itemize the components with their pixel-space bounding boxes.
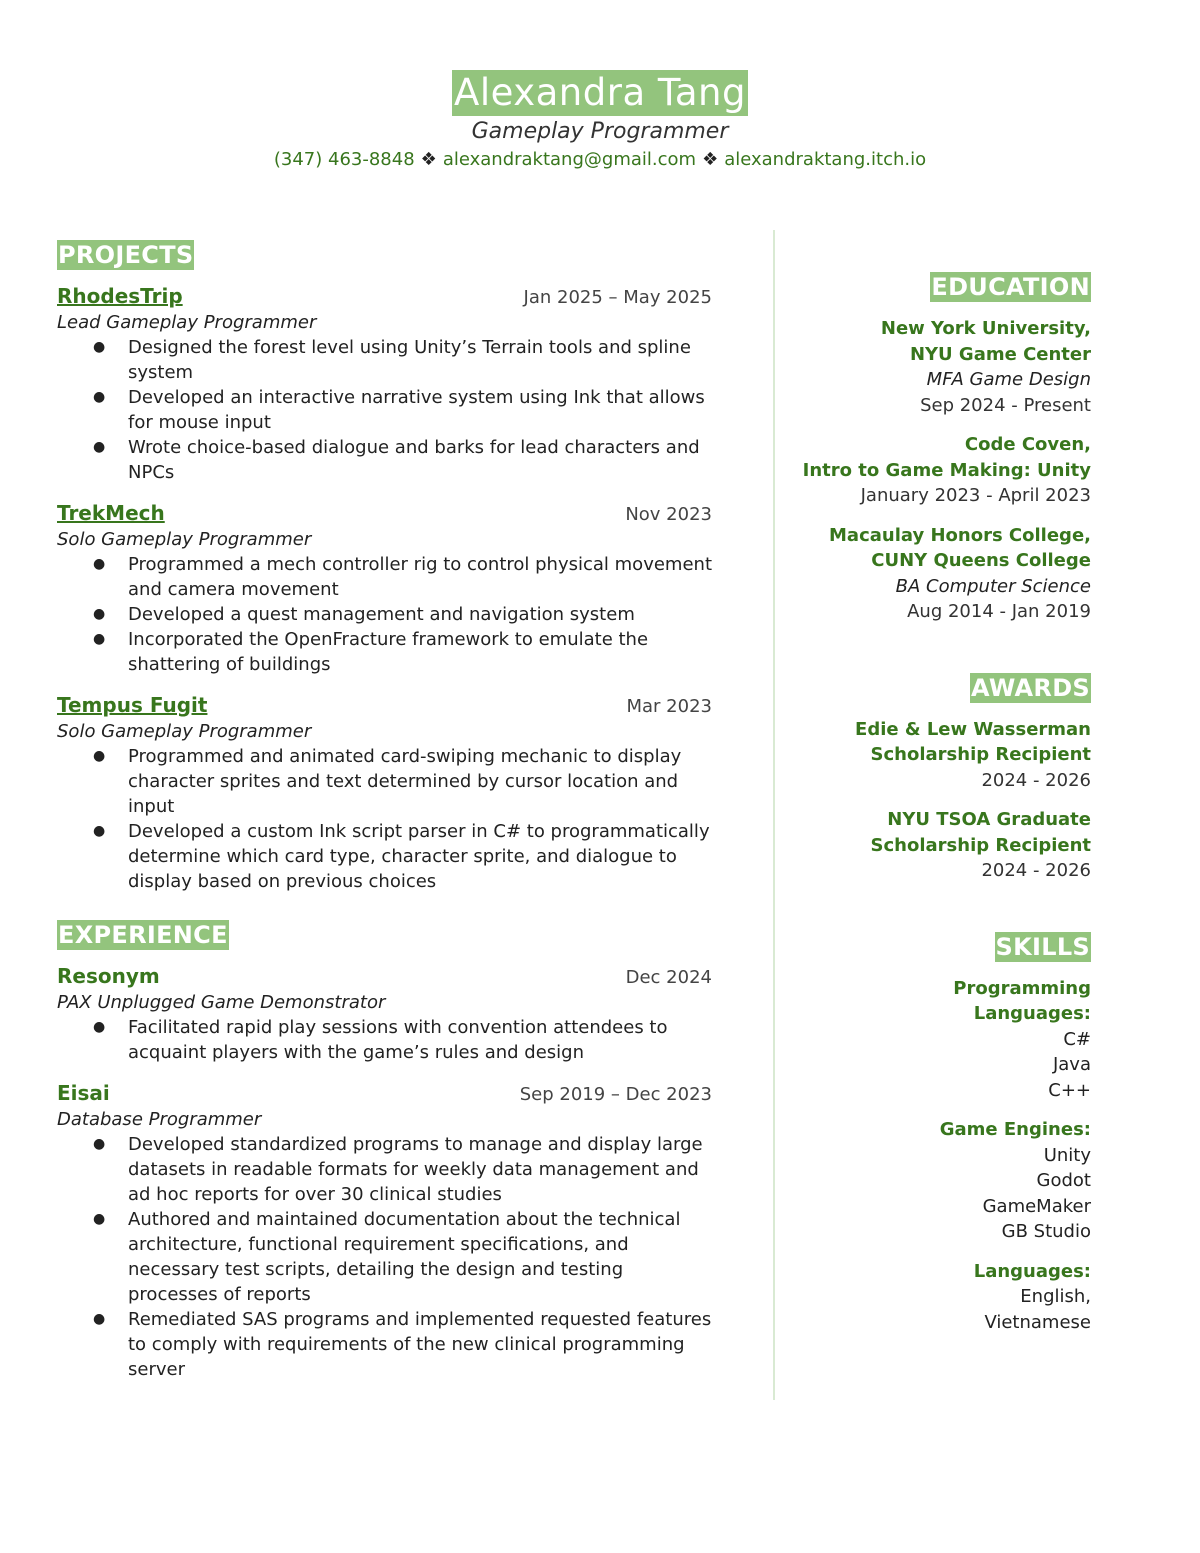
bullet-text: Developed standardized programs to manage and display large datasets in readable formats for weekly data management and ad hoc reports for over 30 clinical studies	[128, 1134, 703, 1205]
skill-item: Unity	[1043, 1144, 1091, 1166]
skills-heading: SKILLS	[995, 932, 1090, 961]
awards-heading: AWARDS	[971, 673, 1090, 702]
experience-heading: EXPERIENCE	[58, 921, 228, 949]
bullet-icon: ●	[93, 1019, 106, 1035]
contact-line	[0, 147, 1200, 173]
skill-group-label-line2: Languages:	[973, 1003, 1091, 1024]
bullet-item	[57, 1207, 712, 1307]
bullet-text: Programmed a mech controller rig to control physical movement and camera movement	[128, 554, 712, 600]
bullet-item	[57, 1015, 712, 1065]
bullet-list	[57, 1015, 712, 1065]
candidate-name: Alexandra Tang	[454, 71, 746, 114]
entry-title: Resonym	[57, 964, 160, 988]
entry-role: PAX Unplugged Game Demonstrator	[57, 992, 386, 1013]
resume-header	[0, 70, 1200, 173]
bullet-item	[57, 552, 712, 602]
education-entry	[790, 316, 1091, 418]
entry-title: Eisai	[57, 1081, 110, 1105]
bullet-text: Facilitated rapid play sessions with convention attendees to acquaint players with the game’s rules and design	[128, 1017, 668, 1063]
bullet-text: Authored and maintained documentation about the technical architecture, functional requirement specifications, and necessary test scripts, detailing the design and testing processes of reports	[128, 1209, 681, 1305]
skill-group-label: Languages:	[973, 1260, 1091, 1282]
skill-item: Java	[1052, 1054, 1091, 1075]
phone-number: (347) 463-8848	[273, 149, 415, 170]
bullet-icon: ●	[93, 606, 106, 622]
bullet-icon: ●	[93, 823, 106, 839]
candidate-title: Gameplay Programmer	[471, 119, 729, 144]
skill-item: C#	[1063, 1028, 1091, 1050]
entry-header	[57, 1081, 712, 1107]
skill-item: Godot	[1036, 1170, 1091, 1191]
education-entry	[790, 432, 1091, 509]
bullet-list	[57, 744, 712, 894]
entry-date: Dec 2024	[625, 967, 712, 988]
experience-entry	[57, 964, 712, 1065]
award-entry	[790, 717, 1091, 794]
education-entry	[790, 523, 1091, 625]
entry-header	[57, 284, 712, 310]
bullet-item	[57, 385, 712, 435]
bullet-text: Developed a custom Ink script parser in C# to programmatically determine which card type, character sprite, and dialogue to display based on previous choices	[128, 821, 710, 892]
entry-date: Sep 2019 – Dec 2023	[519, 1084, 712, 1105]
bullet-text: Wrote choice-based dialogue and barks for lead characters and NPCs	[128, 437, 700, 483]
skill-group	[790, 1117, 1091, 1245]
bullet-item	[57, 1132, 712, 1207]
bullet-item	[57, 1307, 712, 1382]
bullet-icon: ●	[93, 1211, 106, 1227]
bullet-text: Incorporated the OpenFracture framework to emulate the shattering of buildings	[128, 629, 649, 675]
bullet-text: Remediated SAS programs and implemented requested features to comply with requirements of the new clinical programming server	[128, 1309, 712, 1380]
skill-item: GB Studio	[1001, 1221, 1091, 1242]
projects-entry	[57, 693, 712, 894]
award-date: 2024 - 2026	[981, 860, 1091, 881]
education-heading: EDUCATION	[931, 273, 1090, 301]
entry-role: Solo Gameplay Programmer	[57, 529, 312, 550]
entry-date: Jan 2025 – May 2025	[523, 287, 712, 308]
entry-date: Nov 2023	[625, 504, 712, 525]
bullet-item	[57, 335, 712, 385]
entry-header	[57, 964, 712, 990]
experience-entry	[57, 1081, 712, 1382]
bullet-icon: ●	[93, 439, 106, 455]
website-link[interactable]: alexandraktang.itch.io	[724, 149, 927, 170]
entry-title[interactable]: Tempus Fugit	[57, 693, 208, 717]
entry-header	[57, 693, 712, 719]
program-name: CUNY Queens College	[871, 550, 1091, 571]
bullet-icon: ●	[93, 748, 106, 764]
skill-group	[790, 976, 1091, 1104]
bullet-item	[57, 627, 712, 677]
education-date: January 2023 - April 2023	[860, 485, 1091, 506]
entry-role: Lead Gameplay Programmer	[57, 312, 317, 333]
bullet-list	[57, 1132, 712, 1382]
skills-list	[790, 976, 1091, 1336]
award-name-line2: Scholarship Recipient	[870, 834, 1091, 856]
award-name-line2: Scholarship Recipient	[870, 744, 1091, 765]
projects-entry	[57, 501, 712, 677]
degree-name: MFA Game Design	[926, 369, 1091, 390]
award-entry	[790, 807, 1091, 884]
entry-role: Database Programmer	[57, 1109, 262, 1130]
skill-group	[790, 1259, 1091, 1336]
skill-group-label: Programming	[953, 977, 1091, 999]
experience-list	[57, 964, 712, 1382]
bullet-icon: ●	[93, 339, 106, 355]
bullet-item	[57, 602, 712, 627]
bullet-icon: ●	[93, 556, 106, 572]
skill-item: C++	[1048, 1079, 1091, 1101]
bullet-item	[57, 744, 712, 819]
bullet-icon: ●	[93, 1136, 106, 1152]
bullet-text: Programmed and animated card-swiping mechanic to display character sprites and text determined by cursor location and input	[128, 746, 682, 817]
skill-item: English,	[1020, 1286, 1091, 1307]
award-name: Edie & Lew Wasserman	[855, 718, 1091, 740]
school-name: Macaulay Honors College,	[829, 524, 1091, 546]
skill-item: Vietnamese	[984, 1311, 1091, 1333]
entry-role: Solo Gameplay Programmer	[57, 721, 312, 742]
bullet-icon: ●	[93, 389, 106, 405]
degree-name: BA Computer Science	[895, 575, 1091, 597]
bullet-icon: ●	[93, 1311, 106, 1327]
award-date: 2024 - 2026	[981, 769, 1091, 791]
bullet-list	[57, 335, 712, 485]
school-name: New York University,	[880, 318, 1091, 339]
bullet-item	[57, 819, 712, 894]
entry-title[interactable]: TrekMech	[57, 501, 165, 525]
bullet-text: Designed the forest level using Unity’s Terrain tools and spline system	[128, 337, 691, 383]
email-link[interactable]: alexandraktang@gmail.com	[442, 149, 697, 170]
projects-entry	[57, 284, 712, 485]
entry-header	[57, 501, 712, 527]
entry-title[interactable]: RhodesTrip	[57, 284, 183, 308]
bullet-icon: ●	[93, 631, 106, 647]
award-name: NYU TSOA Graduate	[887, 809, 1091, 830]
projects-heading: PROJECTS	[58, 241, 194, 269]
school-name: Code Coven,	[964, 434, 1091, 455]
separator-icon: ❖	[702, 149, 719, 170]
bullet-list	[57, 552, 712, 677]
column-divider	[773, 230, 775, 1400]
separator-icon: ❖	[420, 149, 437, 170]
bullet-item	[57, 435, 712, 485]
education-date: Sep 2024 - Present	[920, 394, 1091, 416]
skill-group-label: Game Engines:	[939, 1119, 1091, 1140]
program-name: Intro to Game Making: Unity	[802, 459, 1091, 481]
bullet-text: Developed a quest management and navigation system	[128, 604, 635, 625]
entry-date: Mar 2023	[626, 696, 712, 717]
main-column	[57, 240, 712, 1382]
sidebar-column	[790, 272, 1091, 1335]
education-date: Aug 2014 - Jan 2019	[907, 601, 1091, 622]
skill-item: GameMaker	[982, 1195, 1091, 1217]
bullet-text: Developed an interactive narrative system using Ink that allows for mouse input	[128, 387, 705, 433]
projects-list	[57, 284, 712, 894]
education-list	[790, 316, 1091, 625]
awards-list	[790, 717, 1091, 884]
program-name: NYU Game Center	[909, 343, 1091, 365]
